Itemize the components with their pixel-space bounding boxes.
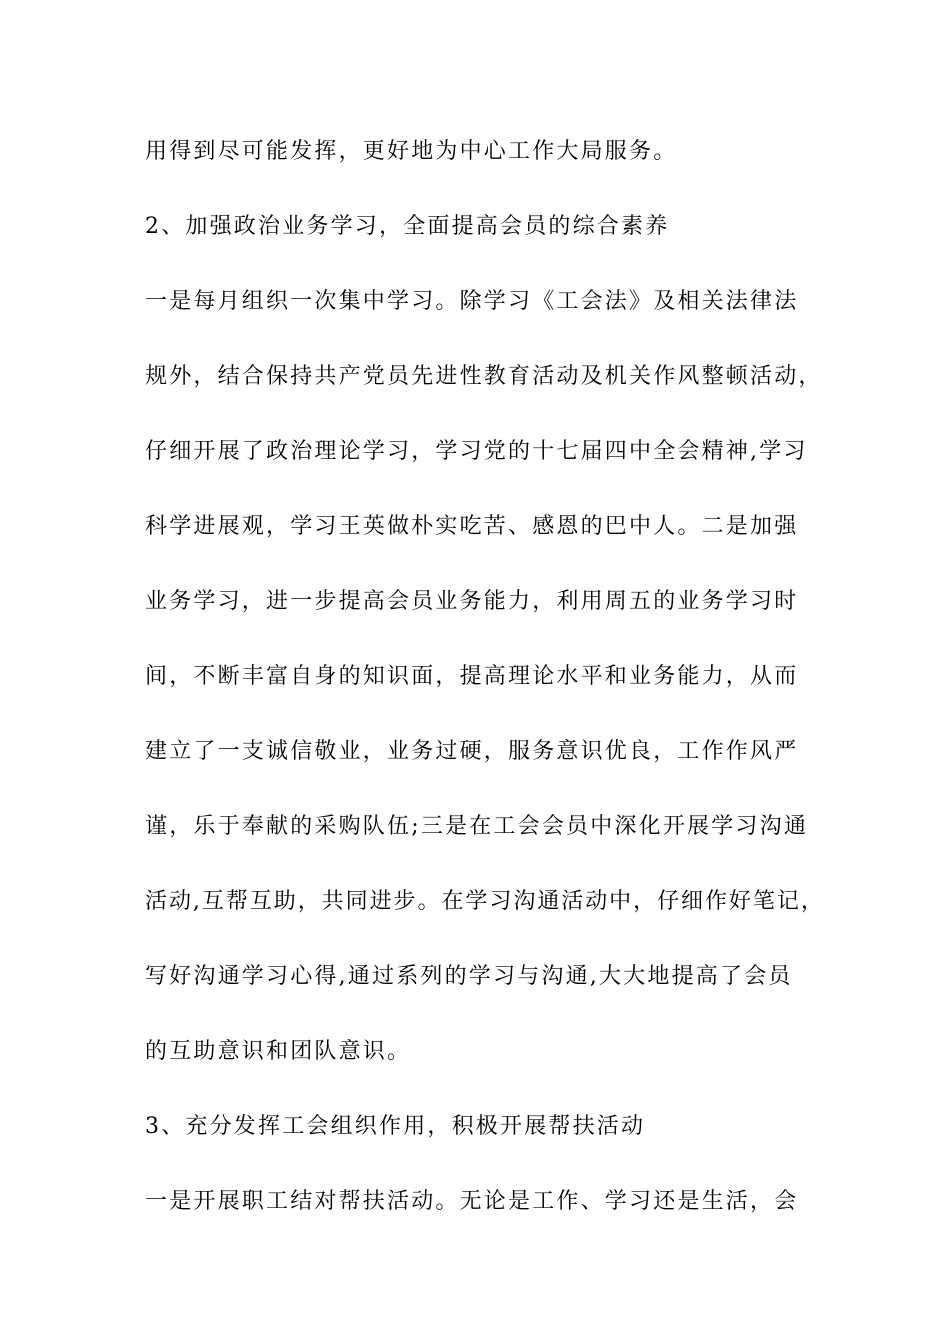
paragraph-line: 一是开展职工结对帮扶活动。无论是工作、学习还是生活，会 (145, 1189, 799, 1214)
paragraph-line-continuation: 用得到尽可能发挥，更好地为中心工作大局服务。 (145, 139, 678, 164)
paragraph-line: 规外，结合保持共产党员先进性教育活动及机关作风整顿活动， (145, 364, 823, 389)
paragraph-line: 仔细开展了政治理论学习，学习党的十七届四中全会精神,学习 (145, 439, 808, 464)
paragraph-line: 的互助意识和团队意识。 (145, 1039, 412, 1064)
paragraph-line: 写好沟通学习心得,通过系列的学习与沟通,大大地提高了会员 (145, 964, 793, 989)
paragraph-line: 间，不断丰富自身的知识面，提高理论水平和业务能力，从而 (145, 664, 799, 689)
paragraph-line: 科学进展观，学习王英做朴实吃苦、感恩的巴中人。二是加强 (145, 514, 799, 539)
section-heading-3: 3、充分发挥工会组织作用，积极开展帮扶活动 (145, 1114, 646, 1139)
paragraph-line: 一是每月组织一次集中学习。除学习《工会法》及相关法律法 (145, 289, 799, 314)
paragraph-line: 活动,互帮互助，共同进步。在学习沟通活动中，仔细作好笔记， (145, 889, 825, 914)
paragraph-line: 谨，乐于奉献的采购队伍;三是在工会会员中深化开展学习沟通 (145, 814, 809, 839)
paragraph-line: 业务学习，进一步提高会员业务能力，利用周五的业务学习时 (145, 589, 799, 614)
section-heading-2: 2、加强政治业务学习，全面提高会员的综合素养 (145, 214, 670, 239)
paragraph-line: 建立了一支诚信敬业，业务过硬，服务意识优良，工作作风严 (145, 739, 799, 764)
